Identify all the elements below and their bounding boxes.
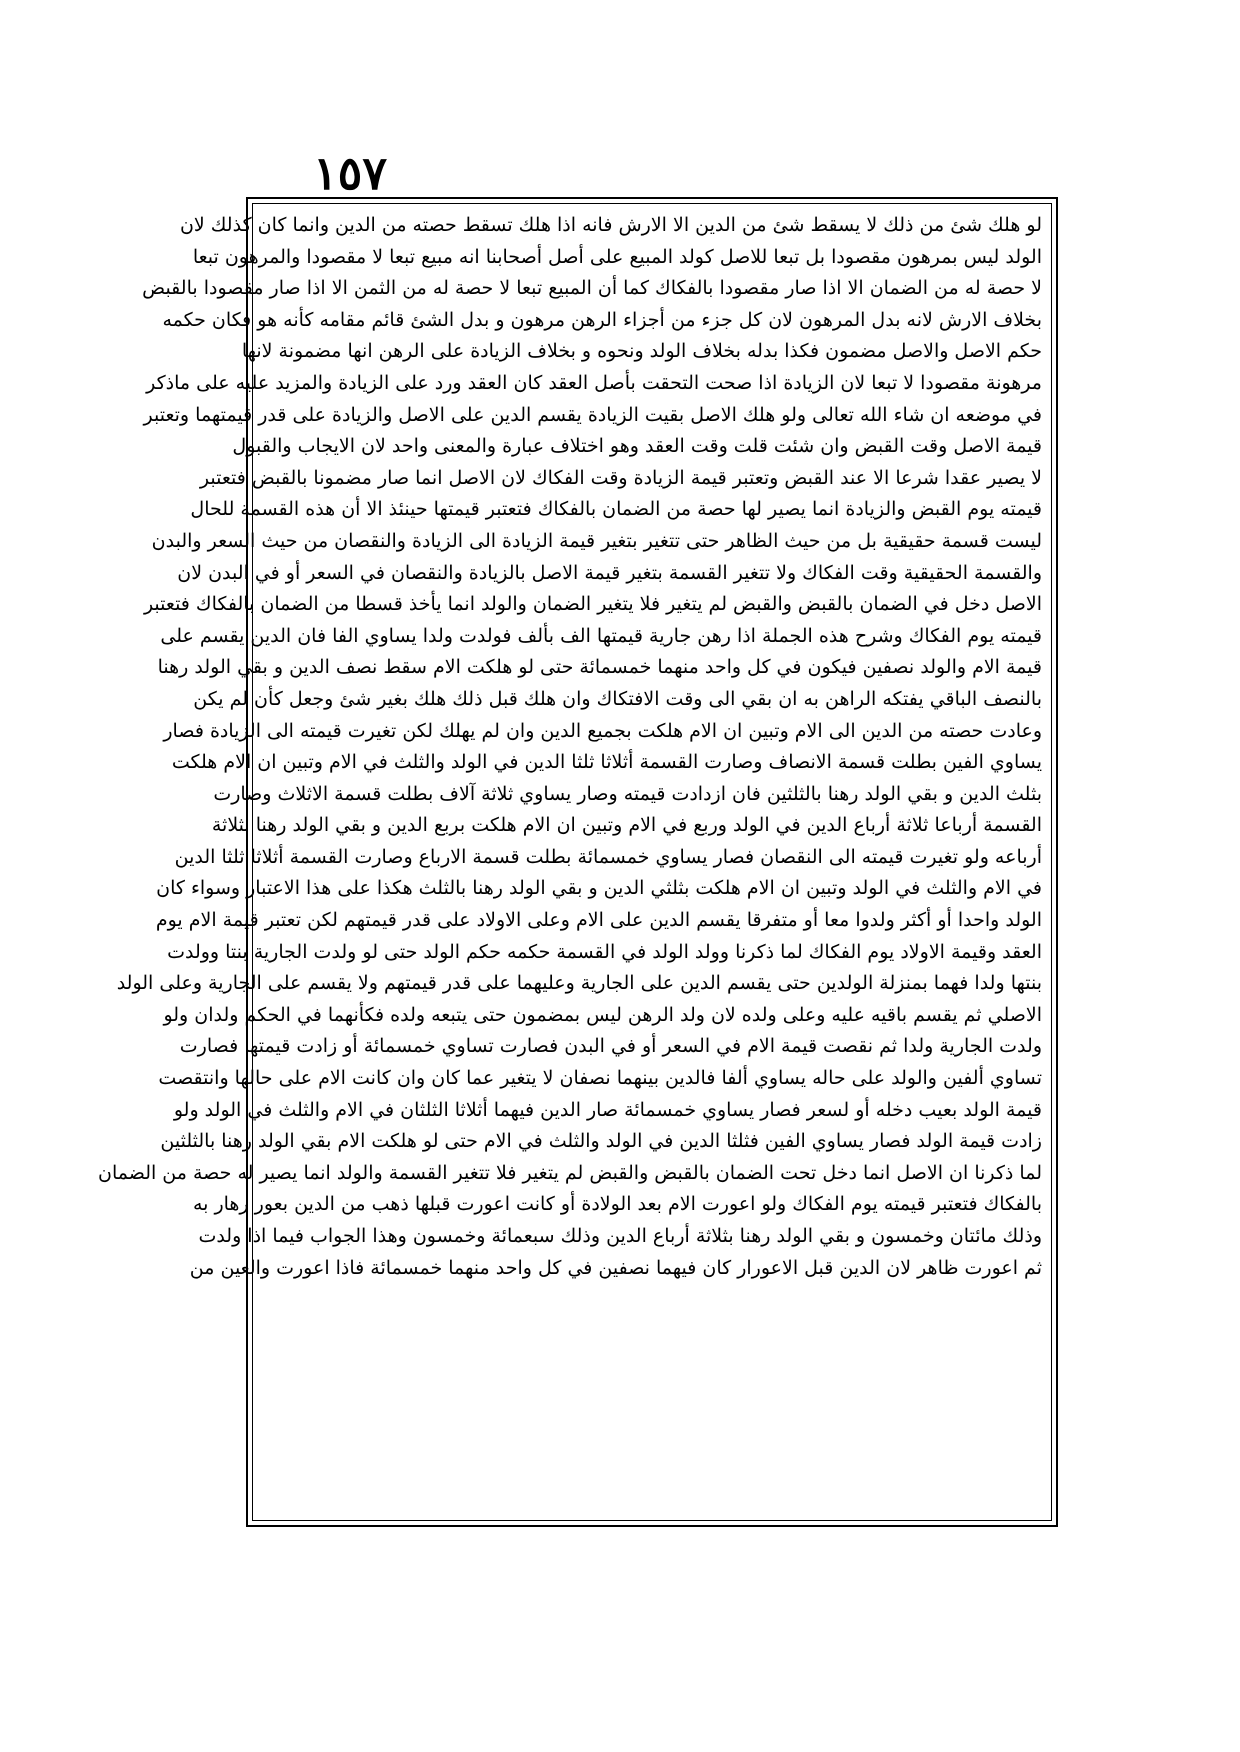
text-line: ليست قسمة حقيقية بل من حيث الظاهر حتى تتغير بتغير قيمة الزيادة الى الزيادة والنقصان من حيث السعر والبدن: [151, 529, 1042, 552]
text-line: وعادت حصته من الدين الى الام وتبين ان الام هلكت بجميع الدين وان لم يهلك لكن تغيرت قيمته الى الزيادة فصار: [163, 719, 1042, 742]
text-line: الاصل دخل في الضمان بالقبض والقبض لم يتغير فلا يتغير الضمان والولد انما يأخذ قسطا من الضمان بالفكاك فتعتبر: [143, 593, 1042, 616]
text-line: أرباعه ولو تغيرت قيمته الى النقصان فصار يساوي خمسمائة بطلت قسمة الارباع وصارت القسمة أثلاثا ثلثا الدين: [174, 845, 1042, 868]
text-line: القسمة أرباعا ثلاثة أرباع الدين في الولد وربع في الام وتبين ان الام هلكت بربع الدين و بقي الولد رهنا بثلاثة: [211, 814, 1042, 837]
text-line: ولدت الجارية ولدا ثم نقصت قيمة الام في السعر أو في البدن فصارت تساوي خمسمائة أو زادت قيمتها فصارت: [179, 1035, 1042, 1058]
text-line: بنتها ولدا فهما بمنزلة الولدين حتى يقسم الدين على الجارية وعليهما على قدر قيمتهم ولا يقسم على الجارية وعلى الولد: [116, 972, 1042, 995]
text-line: لا يصير عقدا شرعا الا عند القبض وتعتبر قيمة الزيادة وقت الفكاك لان الاصل انما صار مضمونا بالقبض فتعتبر: [199, 466, 1042, 489]
text-line: بالفكاك فتعتبر قيمته يوم الفكاك ولو اعورت الام بعد الولادة أو كانت اعورت قبلها ذهب من الدين بعور رهار به: [192, 1193, 1042, 1216]
main-text-block: [98, 210, 1042, 1510]
text-line: بثلث الدين و بقي الولد رهنا بالثلثين فان ازدادت قيمته وصار يساوي ثلاثة آلاف بطلت قسمة الاثلاث وصارت: [213, 782, 1042, 805]
text-line: في موضعه ان شاء الله تعالى ولو هلك الاصل بقيت الزيادة يقسم الدين على الاصل والزيادة على قدر قيمتهما وتعتبر: [143, 403, 1042, 426]
text-line: قيمة الولد بعيب دخله أو لسعر فصار يساوي خمسمائة صار الدين فيهما أثلاثا الثلثان في الام والثلث في الولد ولو: [173, 1098, 1042, 1121]
text-line: قيمته يوم القبض والزيادة انما يصير لها حصة من الضمان بالفكاك فتعتبر قيمتها حينئذ الا أن هذه القسمة للحال: [190, 498, 1042, 521]
text-line: الولد واحدا أو أكثر ولدوا معا أو متفرقا يقسم الدين على الام وعلى الاولاد على قدر قيمتهم لكن تعتبر قيمة الام يوم: [155, 909, 1042, 932]
text-line: لو هلك شئ من ذلك لا يسقط شئ من الدين الا الارش فانه اذا هلك تسقط حصته من الدين وانما كان كذلك لان: [179, 214, 1042, 236]
text-line: العقد وقيمة الاولاد يوم الفكاك لما ذكرنا وولد الولد في القسمة حكمه حكم الولد حتى لو ولدت الجارية بنتا وولدت: [167, 940, 1042, 963]
text-line: الولد ليس بمرهون مقصودا بل تبعا للاصل كولد المبيع على أصل أصحابنا انه مبيع تبعا لا مقصودا والمرهون تبعا: [192, 245, 1042, 268]
text-line: والقسمة الحقيقية وقت الفكاك ولا تتغير القسمة بتغير قيمة الاصل بالزيادة والنقصان في السعر أو في البدن لان: [177, 561, 1042, 584]
text-line: حكم الاصل والاصل مضمون فكذا بدله بخلاف الولد ونحوه و بخلاف الزيادة على الرهن انها مضمونة لانها: [241, 340, 1042, 363]
text-line: لا حصة له من الضمان الا اذا صار مقصودا بالفكاك كما أن المبيع تبعا لا حصة له من الثمن الا اذا صار مقصودا بالقبض: [142, 277, 1042, 300]
text-line: في الام والثلث في الولد وتبين ان الام هلكت بثلثي الدين و بقي الولد رهنا بالثلث هكذا على هذا الاعتبار وسواء كان: [156, 877, 1042, 900]
text-line: قيمته يوم الفكاك وشرح هذه الجملة اذا رهن جارية قيمتها الف بألف فولدت ولدا يساوي الفا فان الدين يقسم على: [160, 624, 1042, 647]
text-line: الاصلي ثم يقسم باقيه عليه وعلى ولده لان ولد الرهن ليس بمضمون حتى يتبعه ولده فكأنهما في الحكم ولدان ولو: [163, 1003, 1042, 1026]
text-line: قيمة الام والولد نصفين فيكون في كل واحد منهما خمسمائة حتى لو هلكت الام سقط نصف الدين و بقي الولد رهنا: [157, 656, 1042, 679]
text-line: ثم اعورت ظاهر لان الدين قبل الاعورار كان فيهما نصفين في كل واحد منهما خمسمائة فاذا اعورت والعين من: [189, 1256, 1042, 1279]
text-line: قيمة الاصل وقت القبض وان شئت قلت وقت العقد وهو اختلاف عبارة والمعنى واحد لان الايجاب والقبول: [232, 435, 1042, 458]
text-line: مرهونة مقصودا لا تبعا لان الزيادة اذا صحت التحقت بأصل العقد كان العقد ورد على الزيادة والمزيد عليه على ماذكر: [146, 371, 1042, 394]
text-line: بخلاف الارش لانه بدل المرهون لان كل جزء من أجزاء الرهن مرهون و بدل الشئ قائم مقامه كأنه هو فكان حكمه: [162, 308, 1042, 331]
page-number: ١٥٧: [312, 146, 388, 200]
text-line: زادت قيمة الولد فصار يساوي الفين فثلثا الدين في الولد والثلث في الام حتى لو هلكت الام بقي الولد رهنا بالثلثين: [160, 1130, 1042, 1153]
text-line: وذلك مائتان وخمسون و بقي الولد رهنا بثلاثة أرباع الدين وذلك سبعمائة وخمسون وهذا الجواب فيما اذا ولدت: [198, 1225, 1042, 1247]
text-line: لما ذكرنا ان الاصل انما دخل تحت الضمان بالقبض والقبض لم يتغير فلا تتغير القسمة والولد انما يصير له حصة من الضمان: [98, 1161, 1042, 1184]
text-line: بالنصف الباقي يفتكه الراهن به ان بقي الى وقت الافتكاك وان هلك قبل ذلك هلك بغير شئ وجعل كأن لم يكن: [193, 687, 1042, 710]
text-line: تساوي ألفين والولد على حاله يساوي ألفا فالدين بينهما نصفان لا يتغير عما كان وان كانت الام على حالها وانتقصت: [158, 1067, 1042, 1090]
text-line: يساوي الفين بطلت قسمة الانصاف وصارت القسمة أثلاثا ثلثا الدين في الولد والثلث في الام وتبين ان الام هلكت: [171, 751, 1042, 774]
